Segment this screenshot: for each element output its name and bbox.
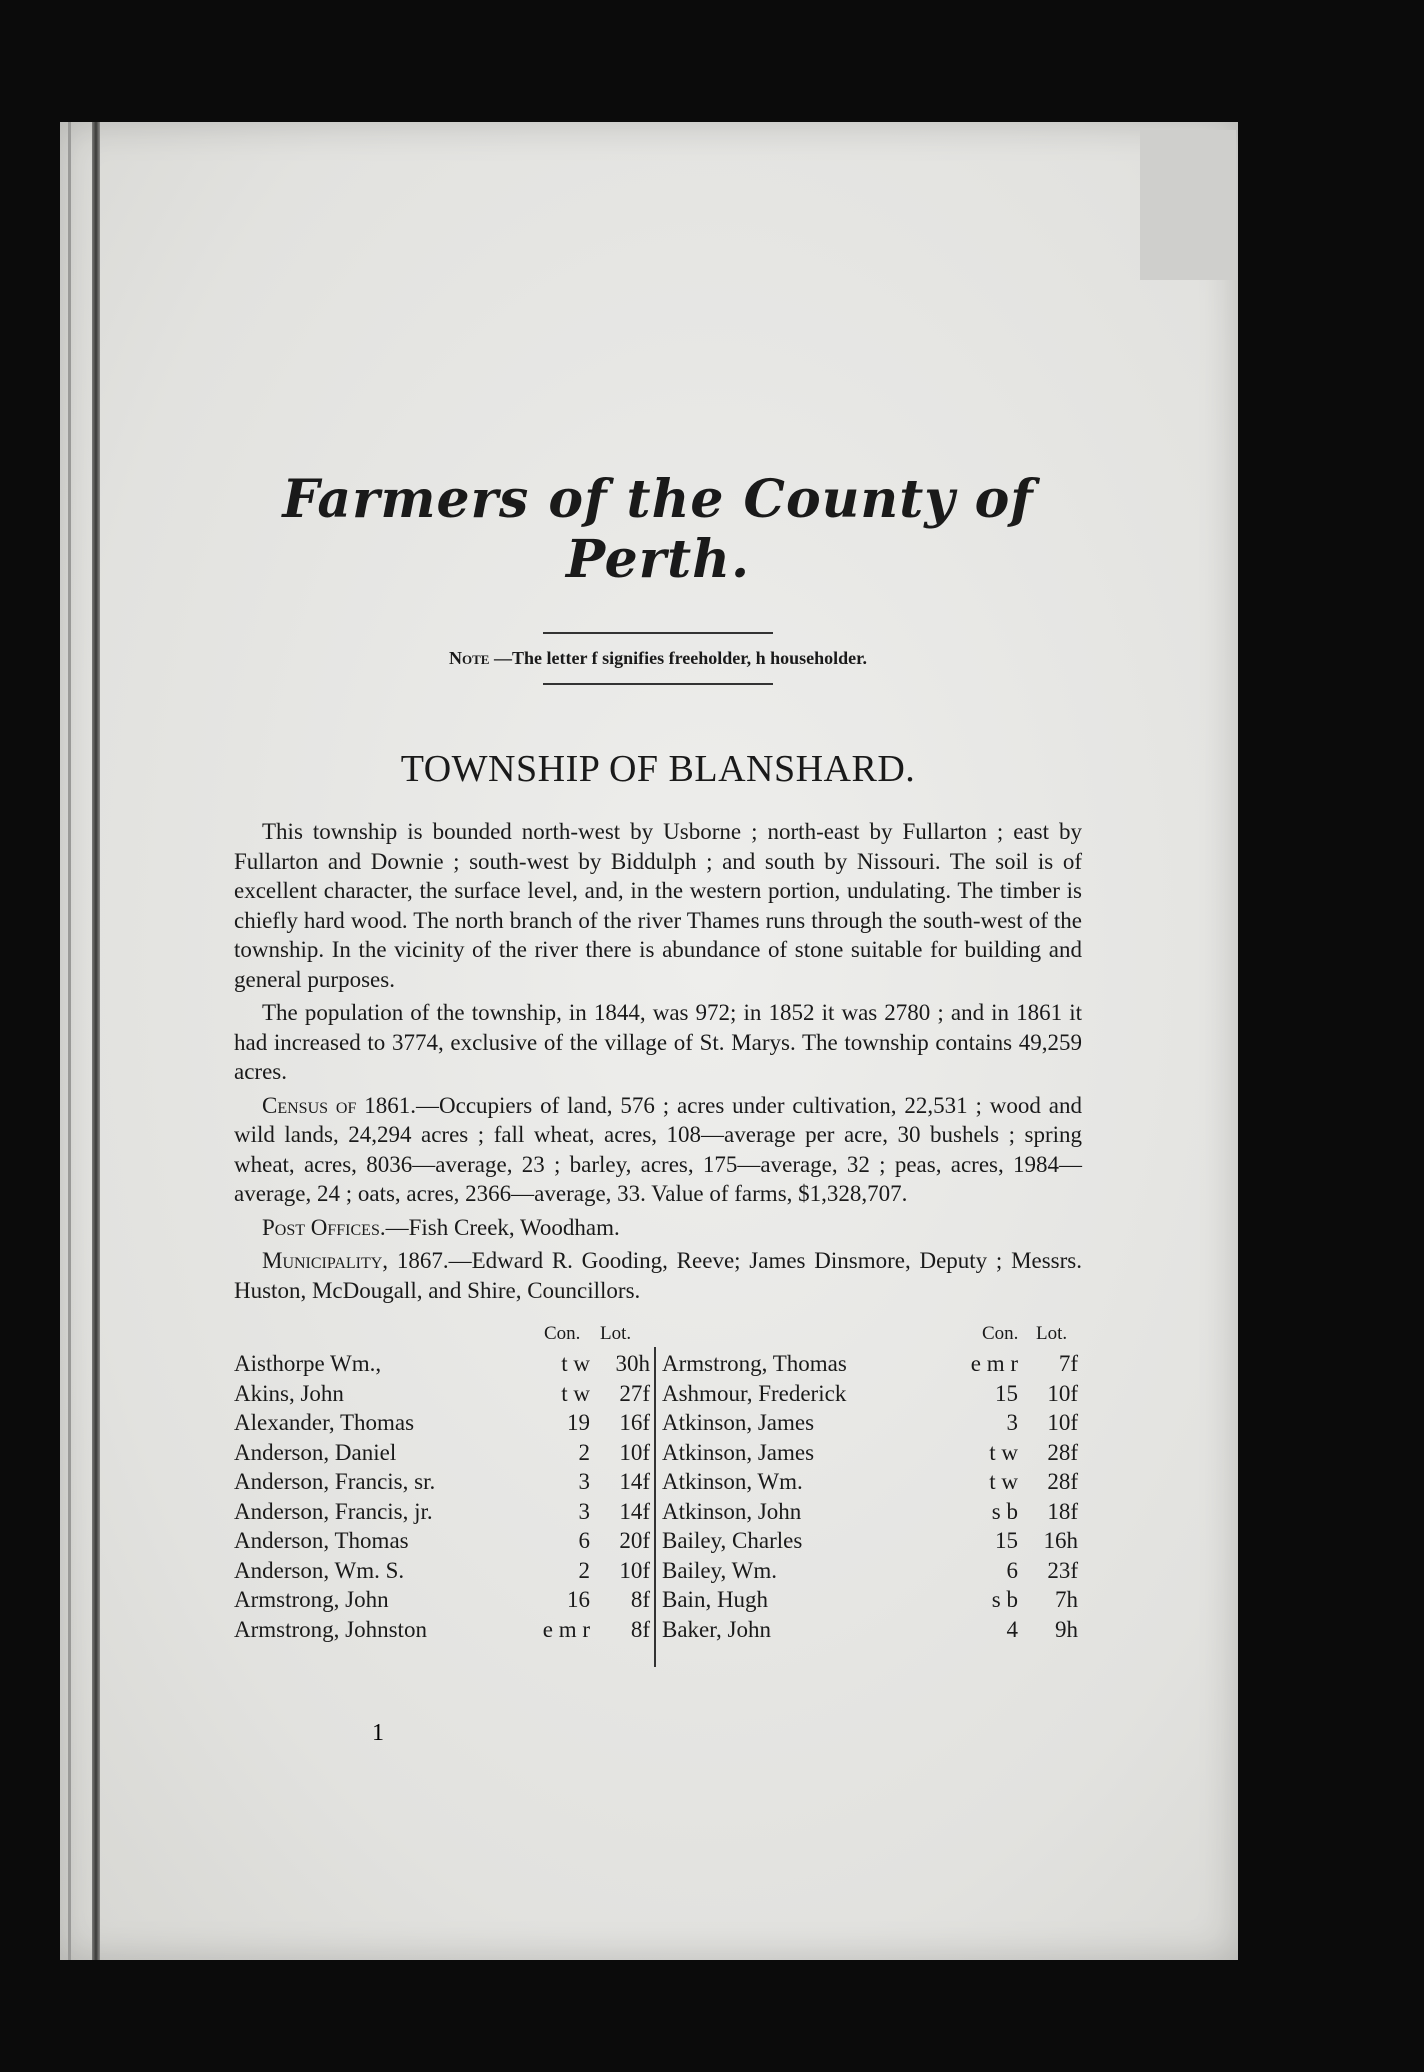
cell-lot: 23f (1047, 1557, 1078, 1583)
cell-name: Aisthorpe Wm., (234, 1351, 382, 1376)
cell-name: Atkinson, James (662, 1410, 815, 1435)
cell-name: Bailey, Charles (662, 1528, 803, 1553)
census-text: —Occupiers of land, 576 ; acres under cultivation, 22,531 ; wood and wild lands, 24,294 acres ; fall wheat, acres, 108—average per acre, 30 bushels ; spring wheat, acres, 8036—average, 23 ; barley, acres, 175—average, 32 ; peas, acres, 1984—average, 24 ; oats, acres, 2366—average, 33. Value of farms, $1,328,707. (234, 1092, 1083, 1206)
cell-name: Anderson, Wm. S. (234, 1557, 405, 1583)
column-divider (654, 1347, 656, 1667)
header-con: Con. (982, 1323, 1019, 1344)
table-row (662, 1615, 1082, 1645)
post-text: —Fish Creek, Woodham. (385, 1214, 620, 1240)
cell-lot: 28f (1047, 1469, 1078, 1494)
cell-con: 4 (1006, 1616, 1018, 1642)
cell-lot: 7h (1055, 1587, 1078, 1612)
table-row (234, 1438, 654, 1468)
cell-lot: 7f (1058, 1351, 1078, 1376)
binding-edge (68, 122, 71, 1960)
cell-name: Bain, Hugh (662, 1587, 769, 1612)
cell-con: t w (561, 1380, 590, 1406)
cell-con: t w (561, 1351, 590, 1376)
paragraph-population: The population of the township, in 1844, was 972; in 1852 it was 2780 ; and in 1861 it had increased to 3774, exclusive of the village of St. Marys. The township contains 49,259 acres. (234, 1000, 1082, 1084)
cell-lot: 20f (619, 1528, 650, 1553)
table-row (662, 1379, 1082, 1409)
cell-con: 2 (578, 1557, 590, 1583)
paragraph-census (234, 1091, 1082, 1209)
table-row (662, 1585, 1082, 1615)
cell-con: 3 (578, 1498, 590, 1524)
cell-lot: 16f (619, 1410, 650, 1435)
table-row (234, 1408, 654, 1438)
table-row (234, 1467, 654, 1497)
paragraph-post-offices (234, 1213, 1082, 1243)
table-header-right (662, 1323, 1082, 1349)
page-tab (1140, 130, 1236, 280)
cell-con: 15 (995, 1528, 1018, 1553)
cell-lot: 14f (619, 1469, 650, 1494)
cell-name: Armstrong, Johnston (234, 1616, 427, 1642)
note-text: —The letter f signifies freeholder, h householder. (493, 648, 867, 668)
top-rule (543, 632, 773, 634)
table-row (662, 1467, 1082, 1497)
farmers-table (234, 1323, 1082, 1653)
table-row (662, 1556, 1082, 1586)
cell-con: 3 (578, 1469, 590, 1494)
paragraph-boundaries: This township is bounded north-west by Usborne ; north-east by Fullarton ; east by Fullarton and Downie ; south-west by Biddulph ; and south by Nissouri. The soil is of excellent character, the surface level, and, in the western portion, undulating. The timber is chiefly hard wood. The north branch of the river Thames runs through the south-west of the township. In the vicinity of the river there is abundance of stone suitable for building and general purposes. (234, 819, 1082, 992)
table-row (234, 1556, 654, 1586)
cell-lot: 30h (615, 1351, 650, 1376)
cell-con: e m r (542, 1616, 590, 1642)
cell-lot: 28f (1047, 1439, 1078, 1465)
table-row (234, 1615, 654, 1645)
cell-lot: 10f (1047, 1380, 1078, 1406)
post-label: Post Offices. (262, 1214, 386, 1240)
table-row (662, 1497, 1082, 1527)
census-label: Census of 1861. (262, 1092, 416, 1118)
cell-con: 19 (567, 1410, 590, 1435)
page-title: Farmers of the County of Perth. (282, 469, 1034, 590)
cell-name: Anderson, Thomas (234, 1528, 409, 1553)
municipality-text: 1867.—Edward R. Gooding, Reeve; James Dinsmore, Deputy ; Messrs. Huston, McDougall, and Shire, Councillors. (234, 1248, 1082, 1303)
cell-name: Akins, John (234, 1380, 344, 1406)
note-line (234, 648, 1082, 669)
cell-name: Ashmour, Frederick (662, 1380, 847, 1406)
table-header-left (234, 1323, 654, 1349)
cell-lot: 10f (619, 1439, 650, 1465)
table-left-column (234, 1323, 654, 1644)
cell-name: Atkinson, Wm. (662, 1469, 803, 1494)
cell-con: 2 (578, 1439, 590, 1465)
section-title: TOWNSHIP OF BLANSHARD. (400, 748, 916, 790)
cell-name: Anderson, Daniel (234, 1439, 397, 1465)
bottom-rule (543, 683, 773, 685)
table-row (234, 1526, 654, 1556)
cell-con: s b (991, 1587, 1018, 1612)
table-row (662, 1438, 1082, 1468)
cell-lot: 8f (630, 1587, 650, 1612)
cell-lot: 18f (1047, 1498, 1078, 1524)
cell-lot: 8f (630, 1616, 650, 1642)
header-lot: Lot. (600, 1323, 632, 1344)
table-row (234, 1585, 654, 1615)
cell-con: 15 (995, 1380, 1018, 1406)
table-row (662, 1408, 1082, 1438)
cell-con: 3 (1006, 1410, 1018, 1435)
header-lot: Lot. (1036, 1323, 1068, 1344)
municipality-label: Municipality, (262, 1248, 389, 1273)
table-row (662, 1526, 1082, 1556)
table-row (234, 1497, 654, 1527)
cell-lot: 9h (1055, 1616, 1078, 1642)
table-right-column (662, 1323, 1082, 1644)
cell-con: 16 (567, 1587, 590, 1612)
table-row (662, 1349, 1082, 1379)
table-row (234, 1349, 654, 1379)
cell-lot: 10f (619, 1557, 650, 1583)
page-number: 1 (372, 1720, 384, 1746)
cell-con: 6 (1006, 1557, 1018, 1583)
page-content (234, 470, 1082, 1653)
paragraph-municipality (234, 1246, 1082, 1305)
note-label: Note (449, 648, 490, 668)
cell-name: Anderson, Francis, jr. (234, 1498, 433, 1524)
header-con: Con. (544, 1323, 581, 1344)
cell-name: Bailey, Wm. (662, 1557, 777, 1583)
cell-name: Anderson, Francis, sr. (234, 1469, 436, 1494)
book-spine (92, 122, 100, 1960)
cell-name: Atkinson, John (662, 1498, 802, 1524)
cell-con: s b (991, 1498, 1018, 1524)
cell-name: Armstrong, John (234, 1587, 389, 1612)
cell-name: Baker, John (662, 1616, 771, 1642)
cell-lot: 16h (1043, 1528, 1078, 1553)
cell-name: Atkinson, James (662, 1439, 815, 1465)
cell-lot: 10f (1047, 1410, 1078, 1435)
cell-name: Alexander, Thomas (234, 1410, 415, 1435)
cell-con: t w (989, 1439, 1018, 1465)
cell-con: t w (989, 1469, 1018, 1494)
cell-name: Armstrong, Thomas (662, 1351, 847, 1376)
cell-con: 6 (578, 1528, 590, 1553)
cell-con: e m r (970, 1351, 1018, 1376)
cell-lot: 27f (619, 1380, 650, 1406)
table-row (234, 1379, 654, 1409)
cell-lot: 14f (619, 1498, 650, 1524)
